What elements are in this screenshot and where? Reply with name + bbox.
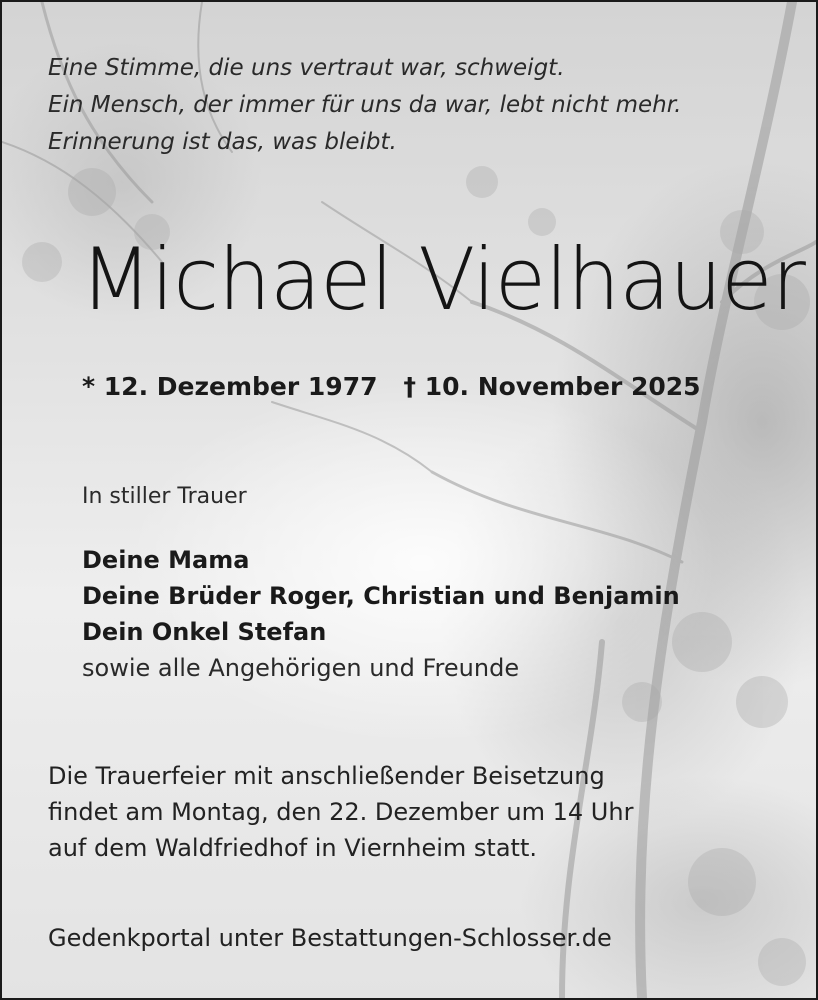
- poem: [48, 50, 681, 161]
- mourner-others: sowie alle Angehörigen und Freunde: [82, 654, 520, 682]
- life-dates: [82, 372, 701, 401]
- funeral-info: [48, 758, 633, 866]
- mourner-line: Dein Onkel Stefan: [82, 618, 327, 646]
- poem-line: Ein Mensch, der immer für uns da war, lebt nicht mehr.: [48, 92, 682, 118]
- funeral-line: auf dem Waldfriedhof in Viernheim statt.: [48, 834, 537, 862]
- funeral-line: findet am Montag, den 22. Dezember um 14 Uhr: [48, 798, 634, 826]
- mourning-intro: In stiller Trauer: [82, 484, 247, 509]
- mourner-line: Deine Brüder Roger, Christian und Benjamin: [82, 582, 680, 610]
- funeral-line: Die Trauerfeier mit anschließender Beisetzung: [48, 762, 605, 790]
- poem-line: Erinnerung ist das, was bleibt.: [48, 129, 397, 155]
- poem-line: Eine Stimme, die uns vertraut war, schweigt.: [48, 55, 565, 81]
- deceased-name: Michael Vielhauer: [80, 230, 805, 330]
- memorial-portal-text: Gedenkportal unter Bestattungen-Schlosser.de: [48, 924, 612, 952]
- mourner-line: Deine Mama: [82, 546, 250, 574]
- birth-date: * 12. Dezember 1977: [82, 372, 378, 401]
- mourners-list: [82, 542, 680, 686]
- death-date: † 10. November 2025: [403, 372, 701, 401]
